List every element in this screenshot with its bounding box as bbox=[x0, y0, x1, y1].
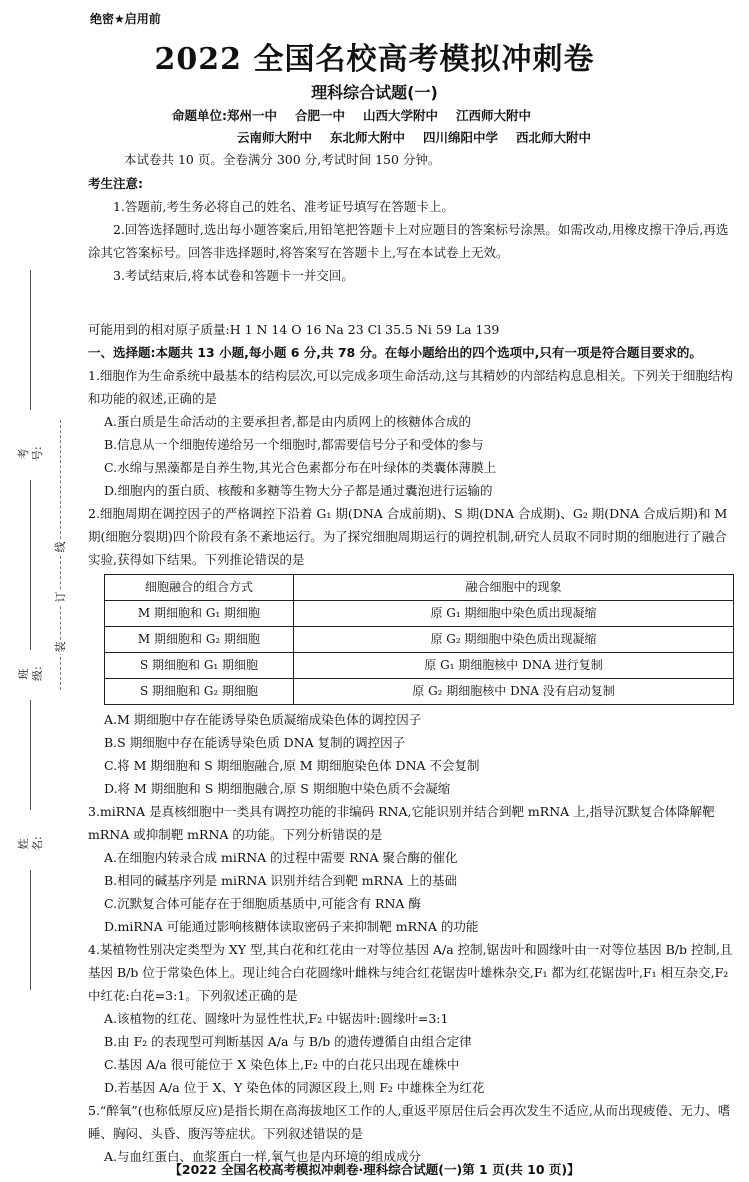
option-d: D.若基因 A/a 位于 X、Y 染色体的同源区段上,则 F₂ 中雄株全为红花 bbox=[104, 1080, 485, 1095]
option-b: B.S 期细胞中存在能诱导染色质 DNA 复制的调控因子 bbox=[104, 735, 406, 750]
question-5 bbox=[88, 1099, 738, 1168]
notice-item: 2.回答选择题时,选出每小题答案后,用铅笔把答题卡上对应题目的答案标号涂黑。如需改动,用橡皮擦干净后,再选涂其它答案标号。回答非选择题时,将答案写在答题卡上,写在本试卷上无效。 bbox=[88, 222, 729, 260]
page-footer: 【2022 全国名校高考模拟冲刺卷·理科综合试题(一)第 1 页(共 10 页)】 bbox=[169, 1162, 580, 1177]
table-row bbox=[105, 627, 734, 653]
exam-number-label: 考号: bbox=[17, 446, 44, 461]
binding-line bbox=[30, 480, 31, 650]
table-header: 细胞融合的组合方式 bbox=[105, 575, 294, 601]
table-cell: M 期细胞和 G₂ 期细胞 bbox=[105, 627, 294, 653]
unit: 西北师大附中 bbox=[516, 130, 592, 145]
table-header: 融合细胞中的现象 bbox=[294, 575, 734, 601]
binding-line bbox=[30, 870, 31, 990]
unit: 郑州一中 bbox=[227, 108, 278, 123]
atomic-masses: 可能用到的相对原子质量:H 1 N 14 O 16 Na 23 Cl 35.5 Ni 59 La 139 bbox=[88, 322, 500, 337]
table-cell: 原 G₁ 期细胞核中 DNA 进行复制 bbox=[294, 653, 734, 679]
option-a: A.M 期细胞中存在能诱导染色质凝缩成染色体的调控因子 bbox=[104, 712, 422, 727]
table-header-row bbox=[105, 575, 734, 601]
table-row bbox=[105, 679, 734, 705]
option-d: D.将 M 期细胞和 S 期细胞融合,原 S 期细胞中染色质不会凝缩 bbox=[104, 781, 451, 796]
units-label: 命题单位: bbox=[172, 108, 227, 123]
option-d: D.miRNA 可能通过影响核糖体读取密码子来抑制靶 mRNA 的功能 bbox=[104, 919, 479, 934]
option-a: A.与血红蛋白、血浆蛋白一样,氧气也是内环境的组成成分 bbox=[104, 1149, 421, 1164]
option-a: A.在细胞内转录合成 miRNA 的过程中需要 RNA 聚合酶的催化 bbox=[104, 850, 458, 865]
notice-section bbox=[88, 172, 738, 287]
option-b: B.相同的碱基序列是 miRNA 识别并结合到靶 mRNA 上的基础 bbox=[104, 873, 458, 888]
option-c: C.将 M 期细胞和 S 期细胞融合,原 M 期细胞染色体 DNA 不会复制 bbox=[104, 758, 480, 773]
class-label: 班级: bbox=[17, 666, 44, 681]
notice-item: 3.考试结束后,将本试卷和答题卡一并交回。 bbox=[113, 268, 354, 283]
question-stem: 1.细胞作为生命系统中最基本的结构层次,可以完成多项生命活动,这与其精妙的内部结构息息相关。下列关于细胞结构和功能的叙述,正确的是 bbox=[88, 368, 733, 406]
option-b: B.由 F₂ 的表现型可判断基因 A/a 与 B/b 的遗传遵循自由组合定律 bbox=[104, 1034, 472, 1049]
unit: 东北师大附中 bbox=[330, 130, 406, 145]
name-label: 姓名: bbox=[17, 836, 44, 851]
notice-heading: 考生注意: bbox=[88, 176, 143, 191]
exam-intro: 本试卷共 10 页。全卷满分 300 分,考试时间 150 分钟。 bbox=[124, 152, 441, 167]
question-stem: 2.细胞周期在调控因子的严格调控下沿着 G₁ 期(DNA 合成前期)、S 期(DNA 合成期)、G₂ 期(DNA 合成后期)和 M 期(细胞分裂期)四个阶段有条不紊地运行。为了探究细胞周期运行的调控机制,研究人员取不同时期的细胞进行了融合实验,获得如下结果。下列推论错误的是 bbox=[88, 506, 728, 567]
proposition-units-row2 bbox=[237, 128, 609, 146]
unit: 四川绵阳中学 bbox=[423, 130, 499, 145]
option-b: B.信息从一个细胞传递给另一个细胞时,都需要信号分子和受体的参与 bbox=[104, 437, 484, 452]
binding-mark: 线 bbox=[54, 541, 67, 553]
secret-label: 绝密★启用前 bbox=[90, 12, 161, 26]
unit: 山西大学附中 bbox=[363, 108, 439, 123]
notice-item: 1.答题前,考生务必将自己的姓名、准考证号填写在答题卡上。 bbox=[113, 199, 454, 214]
section-heading: 一、选择题:本题共 13 小题,每小题 6 分,共 78 分。在每小题给出的四个选项中,只有一项是符合题目要求的。 bbox=[88, 345, 702, 360]
table-row bbox=[105, 653, 734, 679]
cell-fusion-table bbox=[104, 574, 734, 705]
binding-mark: 订 bbox=[54, 591, 67, 603]
binding-line bbox=[30, 700, 31, 810]
question-2 bbox=[88, 502, 738, 800]
table-cell: S 期细胞和 G₁ 期细胞 bbox=[105, 653, 294, 679]
table-row bbox=[105, 601, 734, 627]
exam-subtitle: 理科综合试题(一) bbox=[311, 83, 438, 102]
unit: 合肥一中 bbox=[295, 108, 346, 123]
table-cell: 原 G₂ 期细胞核中 DNA 没有启动复制 bbox=[294, 679, 734, 705]
table-cell: 原 G₁ 期细胞中染色质出现凝缩 bbox=[294, 601, 734, 627]
question-stem: 5.“醉氧”(也称低原反应)是指长期在高海拔地区工作的人,重返平原居住后会再次发生不适应,从而出现疲倦、无力、嗜睡、胸闷、头昏、腹泻等症状。下列叙述错误的是 bbox=[88, 1103, 731, 1141]
option-c: C.基因 A/a 很可能位于 X 染色体上,F₂ 中的白花只出现在雄株中 bbox=[104, 1057, 460, 1072]
binding-mark: 装 bbox=[54, 641, 67, 653]
proposition-units-row1 bbox=[172, 106, 549, 124]
option-d: D.细胞内的蛋白质、核酸和多糖等生物大分子都是通过囊泡进行运输的 bbox=[104, 483, 493, 498]
unit: 云南师大附中 bbox=[237, 130, 313, 145]
option-a: A.蛋白质是生命活动的主要承担者,都是由内质网上的核糖体合成的 bbox=[104, 414, 471, 429]
questions-section bbox=[88, 318, 738, 1168]
option-c: C.水绵与黑藻都是自养生物,其光合色素都分布在叶绿体的类囊体薄膜上 bbox=[104, 460, 497, 475]
exam-title: 2022 全国名校高考模拟冲刺卷 bbox=[154, 42, 595, 77]
unit: 江西师大附中 bbox=[456, 108, 532, 123]
table-cell: M 期细胞和 G₁ 期细胞 bbox=[105, 601, 294, 627]
table-cell: S 期细胞和 G₂ 期细胞 bbox=[105, 679, 294, 705]
question-4 bbox=[88, 938, 738, 1099]
question-stem: 4.某植物性别决定类型为 XY 型,其白花和红花由一对等位基因 A/a 控制,锯齿叶和圆缘叶由一对等位基因 B/b 控制,且基因 B/b 位于常染色体上。现让纯合白花圆缘叶雌株与纯合红花锯齿叶雄株杂交,F₁ 都为红花锯齿叶,F₁ 相互杂交,F₂ 中红花:白花=3:1。下列叙述正确的是 bbox=[88, 942, 733, 1003]
question-1 bbox=[88, 364, 738, 502]
option-a: A.该植物的红花、圆缘叶为显性性状,F₂ 中锯齿叶:圆缘叶=3:1 bbox=[104, 1011, 449, 1026]
option-c: C.沉默复合体可能存在于细胞质基质中,可能含有 RNA 酶 bbox=[104, 896, 421, 911]
table-cell: 原 G₂ 期细胞中染色质出现凝缩 bbox=[294, 627, 734, 653]
binding-line bbox=[30, 270, 31, 410]
question-stem: 3.miRNA 是真核细胞中一类具有调控功能的非编码 RNA,它能识别并结合到靶 mRNA 上,指导沉默复合体降解靶 mRNA 或抑制靶 mRNA 的功能。下列分析错误的是 bbox=[88, 804, 715, 842]
question-3 bbox=[88, 800, 738, 938]
